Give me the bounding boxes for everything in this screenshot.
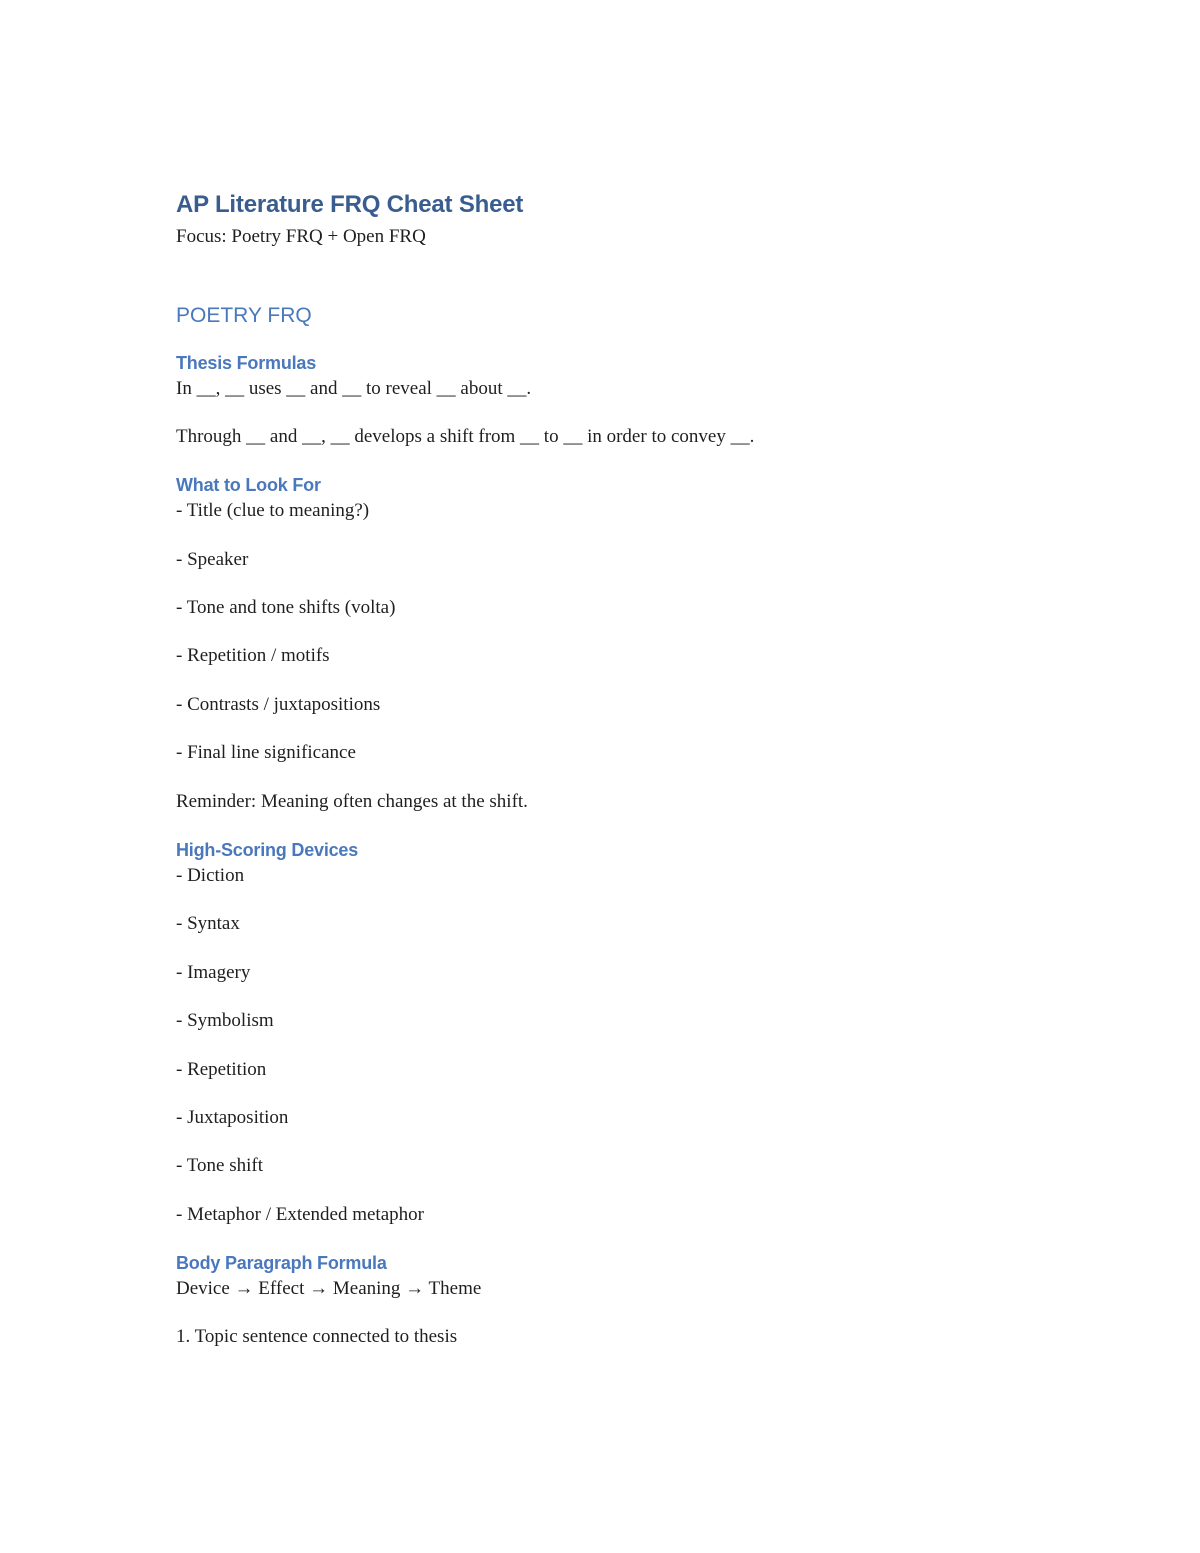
document-page — [176, 188, 1036, 1350]
look-for-item: - Contrasts / juxtapositions — [176, 694, 381, 715]
device-item: - Syntax — [176, 913, 240, 934]
section-heading-poetry-frq: POETRY FRQ — [176, 304, 312, 327]
document-title: AP Literature FRQ Cheat Sheet — [176, 191, 524, 218]
device-item: - Tone shift — [176, 1155, 263, 1176]
device-item: - Metaphor / Extended metaphor — [176, 1204, 424, 1225]
subheading-high-scoring-devices: High-Scoring Devices — [176, 840, 359, 860]
thesis-formula-1: In __, __ uses __ and __ to reveal __ about __. — [176, 378, 532, 399]
look-for-item: - Title (clue to meaning?) — [176, 500, 370, 521]
body-step-item: 1. Topic sentence connected to thesis — [176, 1326, 458, 1347]
device-item: - Juxtaposition — [176, 1107, 289, 1128]
look-for-item: - Repetition / motifs — [176, 645, 330, 666]
subheading-what-to-look-for: What to Look For — [176, 475, 321, 495]
look-for-item: - Tone and tone shifts (volta) — [176, 597, 396, 618]
device-item: - Symbolism — [176, 1010, 274, 1031]
body-formula-chain: Device → Effect → Meaning → Theme — [176, 1278, 482, 1299]
device-item: - Imagery — [176, 962, 251, 983]
device-item: - Diction — [176, 865, 245, 886]
subheading-body-paragraph-formula: Body Paragraph Formula — [176, 1253, 387, 1273]
look-for-item: - Final line significance — [176, 742, 356, 763]
look-for-item: - Speaker — [176, 549, 249, 570]
thesis-formula-2: Through __ and __, __ develops a shift from __ to __ in order to convey __. — [176, 426, 755, 447]
device-item: - Repetition — [176, 1059, 267, 1080]
reminder-text: Reminder: Meaning often changes at the shift. — [176, 791, 528, 812]
document-subtitle: Focus: Poetry FRQ + Open FRQ — [176, 226, 426, 247]
subheading-thesis-formulas: Thesis Formulas — [176, 353, 317, 373]
